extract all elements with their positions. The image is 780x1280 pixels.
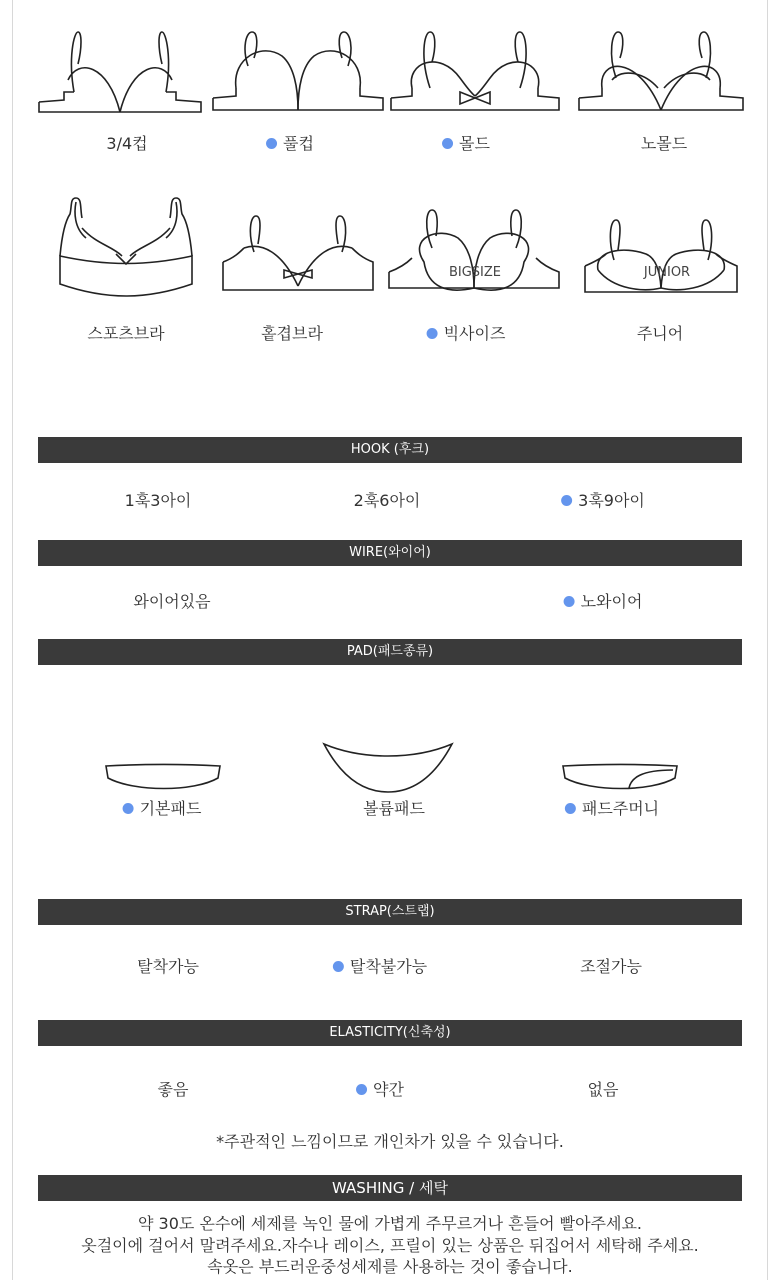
bra-mold-icon xyxy=(390,28,560,114)
bigsize-bra-icon xyxy=(388,208,560,294)
strap-option-non-detachable: 탈착불가능 xyxy=(333,957,427,977)
wire-section-header: WIRE(와이어) xyxy=(38,540,742,566)
cup-type-label-34: 3/4컵 xyxy=(106,134,148,153)
bra-34-cup-icon xyxy=(38,28,202,118)
cup-type-label-single-layer: 홑겹브라 xyxy=(261,324,323,343)
bra-full-cup-icon xyxy=(212,28,384,114)
strap-option-detachable: 탈착가능 xyxy=(137,957,199,976)
selected-dot xyxy=(561,495,572,506)
cup-type-label-full: 풀컵 xyxy=(266,134,314,154)
hook-option-3: 3훅9아이 xyxy=(561,491,645,511)
cup-type-label-no-mold: 노몰드 xyxy=(640,134,688,153)
selected-dot xyxy=(123,803,134,814)
elasticity-option-slight: 약간 xyxy=(356,1080,404,1100)
cup-type-label-mold: 몰드 xyxy=(442,134,490,154)
washing-instruction-line: 속옷은 부드러운중성세제를 사용하는 것이 좋습니다. xyxy=(207,1257,573,1276)
subjective-note: *주관적인 느낌이므로 개인차가 있을 수 있습니다. xyxy=(216,1132,564,1151)
elasticity-section-header: ELASTICITY(신축성) xyxy=(38,1020,742,1046)
bra-no-mold-icon xyxy=(578,28,744,114)
pad-pocket-icon xyxy=(561,762,679,792)
cup-type-label-junior: 주니어 xyxy=(636,324,684,343)
bigsize-inner-text: BIGSIZE xyxy=(448,265,502,280)
washing-section-header: WASHING / 세탁 xyxy=(38,1175,742,1201)
selected-dot xyxy=(427,328,438,339)
selected-dot xyxy=(564,596,575,607)
strap-option-adjustable: 조절가능 xyxy=(580,957,642,976)
hook-option-1: 1훅3아이 xyxy=(124,491,192,510)
hook-section-header: HOOK (후크) xyxy=(38,437,742,463)
elasticity-option-good: 좋음 xyxy=(157,1080,189,1099)
wire-option-no: 노와이어 xyxy=(564,592,643,612)
selected-dot xyxy=(266,138,277,149)
selected-dot xyxy=(442,138,453,149)
single-layer-bra-icon xyxy=(222,212,374,294)
cup-type-label-sports: 스포츠브라 xyxy=(87,324,165,343)
selected-dot xyxy=(333,961,344,972)
pad-option-volume: 볼륨패드 xyxy=(363,799,425,818)
cup-type-label-bigsize: 빅사이즈 xyxy=(427,324,506,344)
washing-instruction-line: 약 30도 온수에 세제를 녹인 물에 가볍게 주무르거나 흔들어 빨아주세요. xyxy=(138,1214,642,1233)
selected-dot xyxy=(356,1084,367,1095)
washing-instruction-line: 옷걸이에 걸어서 말려주세요.자수나 레이스, 프릴이 있는 상품은 뒤집어서 세탁해 주세요. xyxy=(81,1236,699,1255)
volume-pad-icon xyxy=(322,742,454,794)
pad-option-basic: 기본패드 xyxy=(123,799,202,819)
selected-dot xyxy=(565,803,576,814)
elasticity-option-none: 없음 xyxy=(587,1080,619,1099)
pad-section-header: PAD(패드종류) xyxy=(38,639,742,665)
junior-inner-text: JUNIOR xyxy=(643,265,691,280)
pad-option-pocket: 패드주머니 xyxy=(565,799,659,819)
strap-section-header: STRAP(스트랩) xyxy=(38,899,742,925)
sports-bra-icon xyxy=(56,194,196,304)
junior-bra-icon xyxy=(584,216,738,296)
wire-option-yes: 와이어있음 xyxy=(133,592,211,611)
hook-option-2: 2훅6아이 xyxy=(353,491,421,510)
basic-pad-icon xyxy=(104,762,222,792)
